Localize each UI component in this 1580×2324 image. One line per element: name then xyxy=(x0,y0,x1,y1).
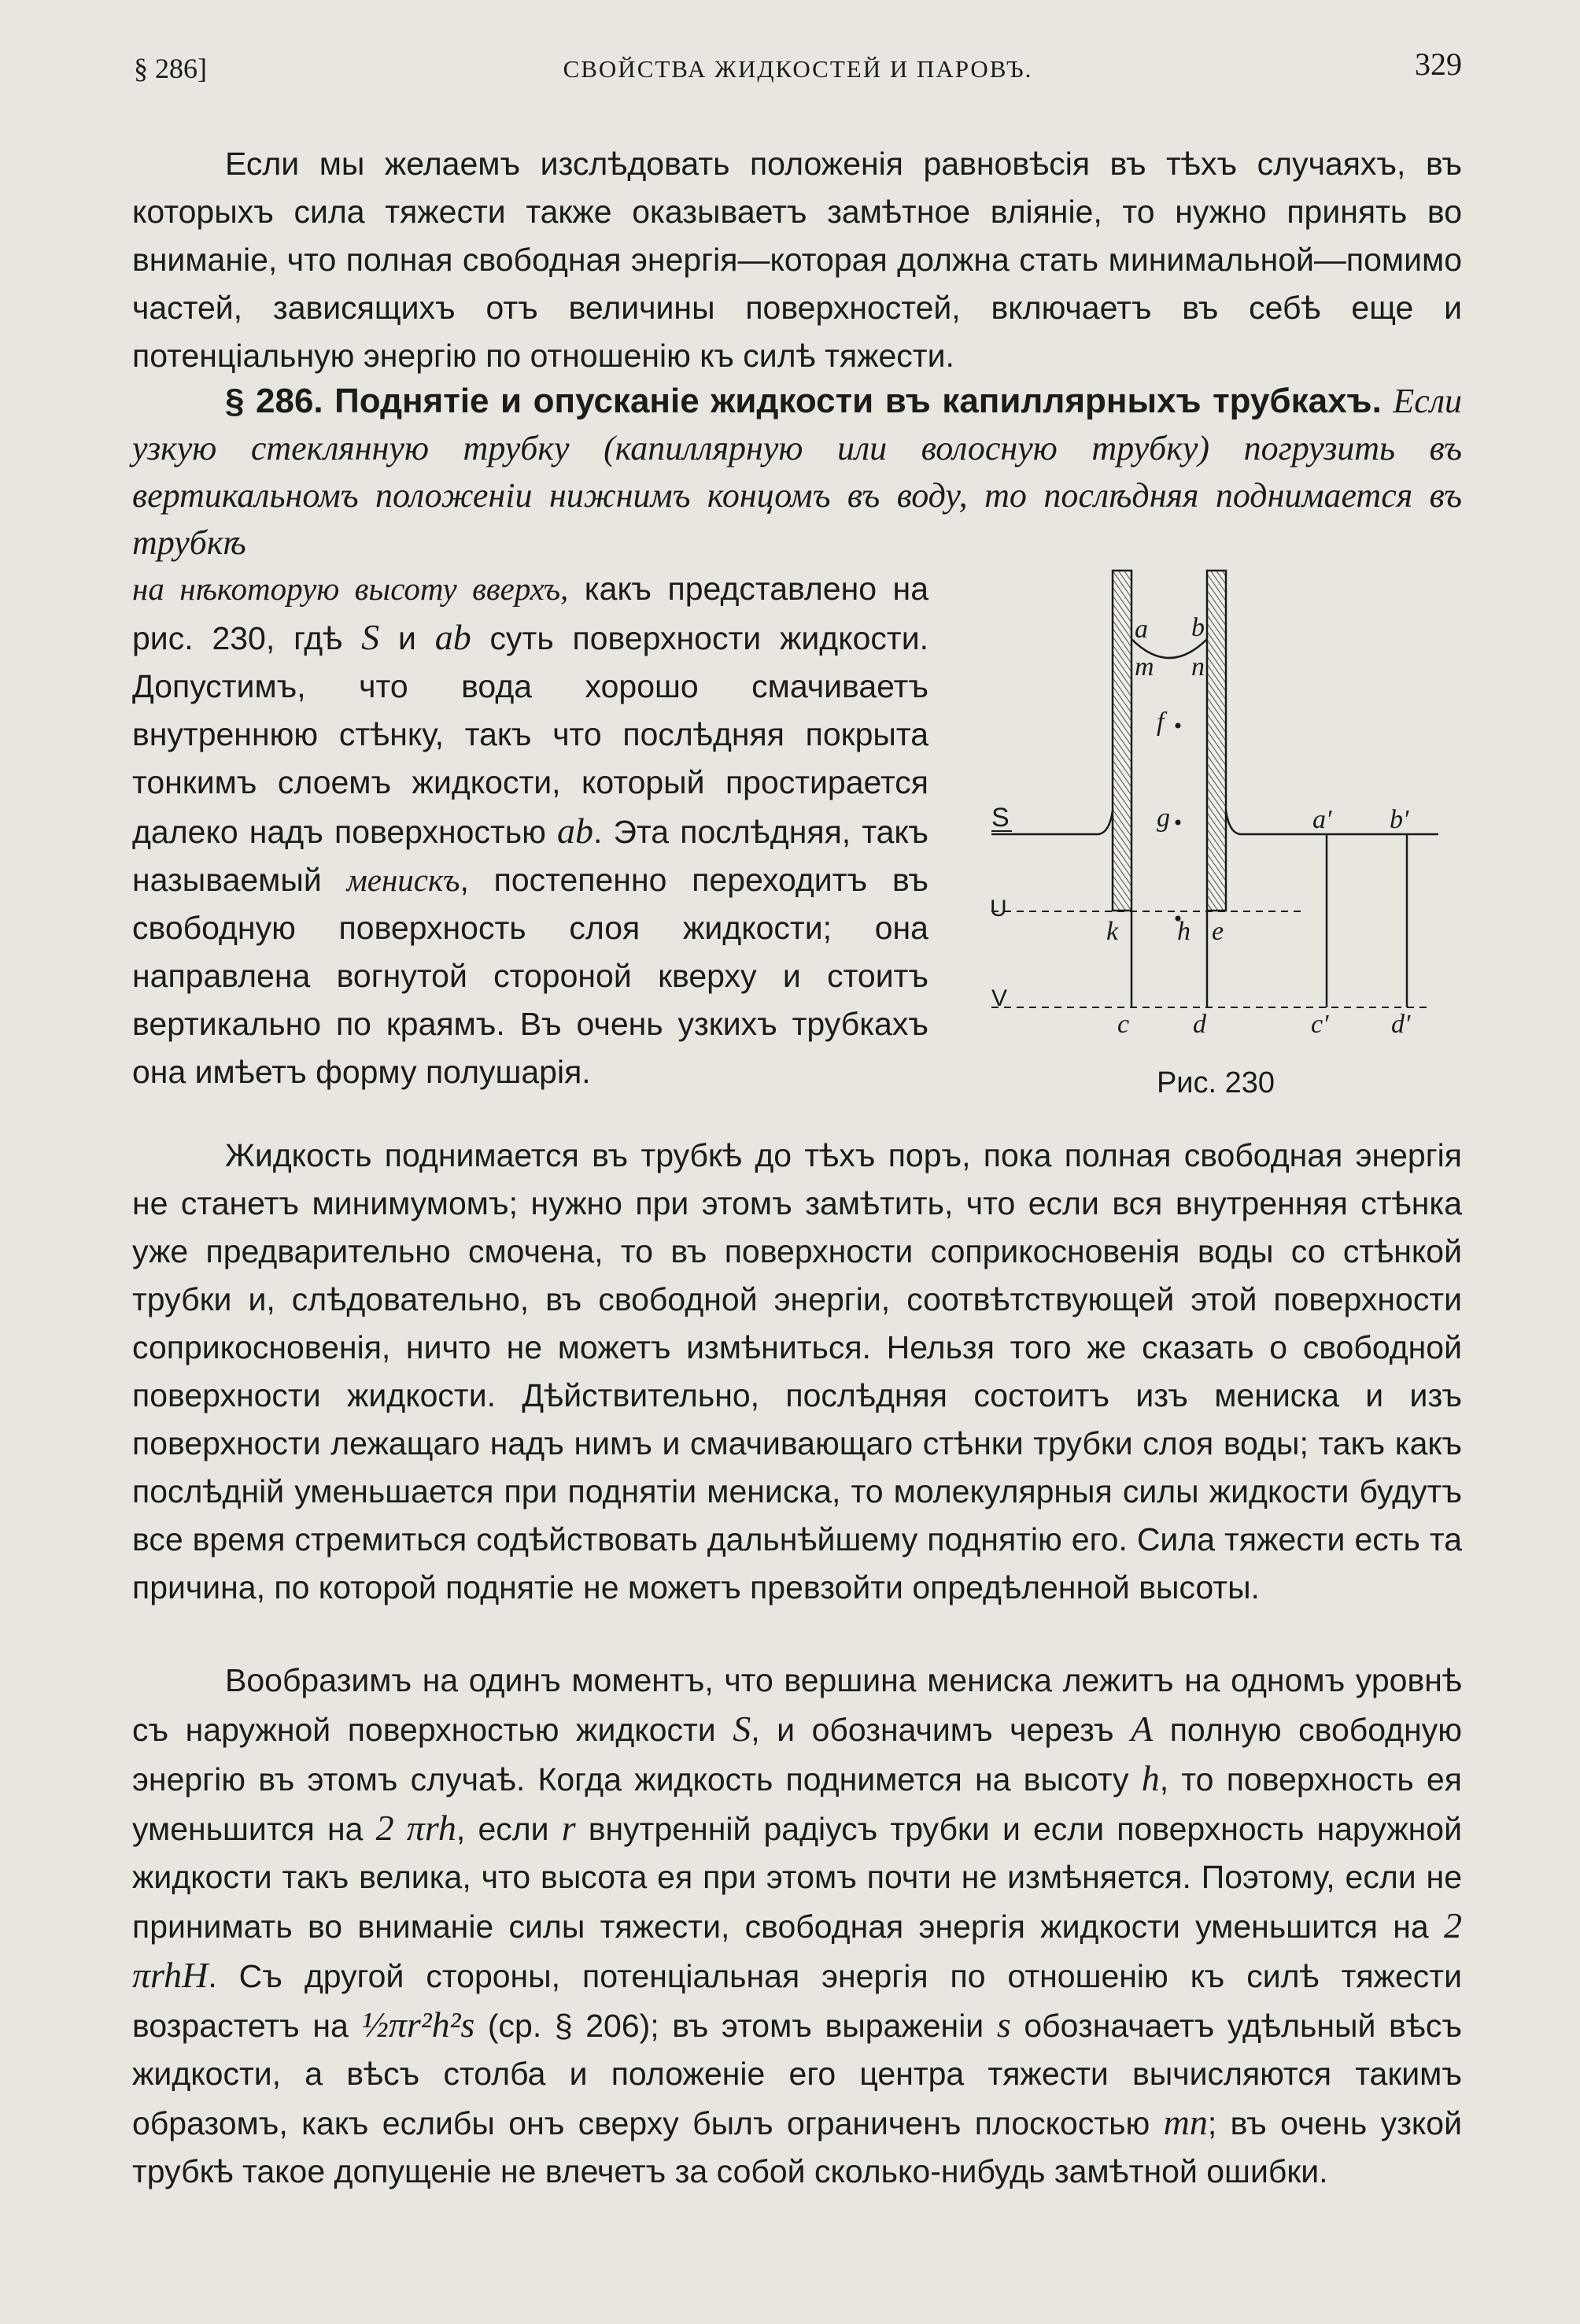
label-U: U xyxy=(990,896,1007,922)
label-c-prime: c′ xyxy=(1311,1010,1329,1039)
point-f xyxy=(1176,723,1181,729)
tube-wall-left xyxy=(1113,571,1131,911)
label-a: a xyxy=(1135,615,1148,644)
capillary-tube-diagram xyxy=(960,551,1471,1062)
label-d-prime: d′ xyxy=(1391,1010,1411,1039)
label-V: V xyxy=(991,985,1008,1011)
header-title: СВОЙСТВА ЖИДКОСТЕЙ И ПАРОВЪ. xyxy=(563,55,1033,83)
label-k: k xyxy=(1106,917,1119,946)
page-number: 329 xyxy=(1415,46,1462,82)
label-n: n xyxy=(1191,652,1205,682)
label-g: g xyxy=(1157,804,1170,833)
paragraph-intro: Если мы желаемъ изслѣдовать положенія равновѣсія въ тѣхъ случаяхъ, въ которыхъ сила тяжести также оказываетъ замѣтное вліяніе, то нужно принять во вниманіе, что полная свободная энергія—которая должна стать минимальной—помимо частей, зависящихъ отъ величины поверхностей, включаетъ въ себѣ еще и потенціальную энергію по отношенію къ силѣ тяжести. xyxy=(132,146,1462,374)
section-italic-statement: Если узкую стеклянную трубку (капиллярную или волосную трубку) погрузить въ вертикальномъ положеніи нижнимъ концомъ въ воду, то послѣдняя поднимается въ трубкѣ xyxy=(132,382,1462,562)
paragraph-section-286 xyxy=(132,378,1462,567)
paragraph-figure-description: на нѣкоторую высоту вверхъ, какъ представлено на рис. 230, гдѣ S и ab суть поверхности жидкости. Допустимъ, что вода хорошо смачиваетъ внутреннюю стѣнку, такъ что послѣдняя покрыта тонкимъ слоемъ жидкости, который простирается далеко надъ поверхностью ab. Эта послѣдняя, такъ называемый менискъ, постепенно переходитъ въ свободную поверхность слоя жидкости; она направлена вогнутой стороной кверху и стоитъ вертикально по краямъ. Въ очень узкихъ трубкахъ она имѣетъ форму полушарія. xyxy=(132,571,928,1090)
paragraph-energy: Вообразимъ на одинъ моментъ, что вершина мениска лежитъ на одномъ уровнѣ съ наружной поверхностью жидкости S, и обозначимъ черезъ A полную свободную энергію въ этомъ случаѣ. Когда жидкость поднимется на высоту h, то поверхность ея уменьшится на 2 πrh, если r внутренній радіусъ трубки и если поверхность наружной жидкости такъ велика, что высота ея при этомъ почти не измѣняется. Поэтому, если не принимать во вниманіе силы тяжести, свободная энергія жидкости уменьшится на 2 πrhH. Съ другой стороны, потенціальная энергія по отношенію къ силѣ тяжести возрастетъ на ½πr²h²s (ср. § 206); въ этомъ выраженіи s обозначаетъ удѣльный вѣсъ жидкости, а вѣсъ столба и положеніе его центра тяжести вычисляются такимъ образомъ, какъ еслибы онъ сверху былъ ограниченъ плоскостью mn; въ очень узкой трубкѣ такое допущеніе не влечетъ за собой сколько-нибудь замѣтной ошибки. xyxy=(132,1662,1462,2189)
formula-potential-energy: ½πr²h²s xyxy=(361,2004,475,2045)
label-e: e xyxy=(1212,917,1224,946)
label-c: c xyxy=(1117,1010,1130,1039)
term-meniscus: менискъ xyxy=(346,862,460,898)
formula-2pirh: 2 πrh xyxy=(375,1808,456,1848)
label-a-prime: a′ xyxy=(1312,805,1332,834)
section-title: § 286. Поднятіе и опусканіе жидкости въ капиллярныхъ трубкахъ. xyxy=(225,382,1382,420)
figure-caption: Рис. 230 xyxy=(1156,1066,1275,1099)
formula-2pirhH: 2 πrhH xyxy=(132,1905,1462,1995)
paragraph-rise: Жидкость поднимается въ трубкѣ до тѣхъ поръ, пока полная свободная энергія не станетъ минимумомъ; нужно при этомъ замѣтить, что если вся внутренняя стѣнка уже предварительно смочена, то въ поверхности соприкосновенія воды со стѣнкой трубки и, слѣдовательно, въ свободной энергіи, соотвѣтствующей этой поверхности соприкосновенія, ничто не можетъ измѣниться. Нельзя того же сказать о свободной поверхности жидкости. Дѣйствительно, послѣдняя состоитъ изъ мениска и изъ поверхности лежащаго надъ нимъ и смачивающаго стѣнки трубки слоя воды; такъ какъ послѣдній уменьшается при поднятіи мениска, то молекулярныя силы жидкости будутъ все время стремиться содѣйствовать дальнѣйшему поднятію его. Сила тяжести есть та причина, по которой поднятіе не можетъ превзойти опредѣленной высоты. xyxy=(132,1137,1462,1605)
label-b-prime: b′ xyxy=(1390,805,1409,834)
label-f: f xyxy=(1157,708,1165,737)
point-g xyxy=(1176,820,1181,826)
label-S: S xyxy=(991,803,1010,833)
label-d: d xyxy=(1193,1010,1206,1039)
label-m: m xyxy=(1135,652,1154,682)
header-section-mark: § 286] xyxy=(134,53,207,84)
label-b: b xyxy=(1191,613,1205,642)
label-h: h xyxy=(1177,917,1191,946)
tube-wall-right xyxy=(1207,571,1226,911)
running-header xyxy=(134,46,1462,93)
figure-230 xyxy=(960,551,1471,1133)
